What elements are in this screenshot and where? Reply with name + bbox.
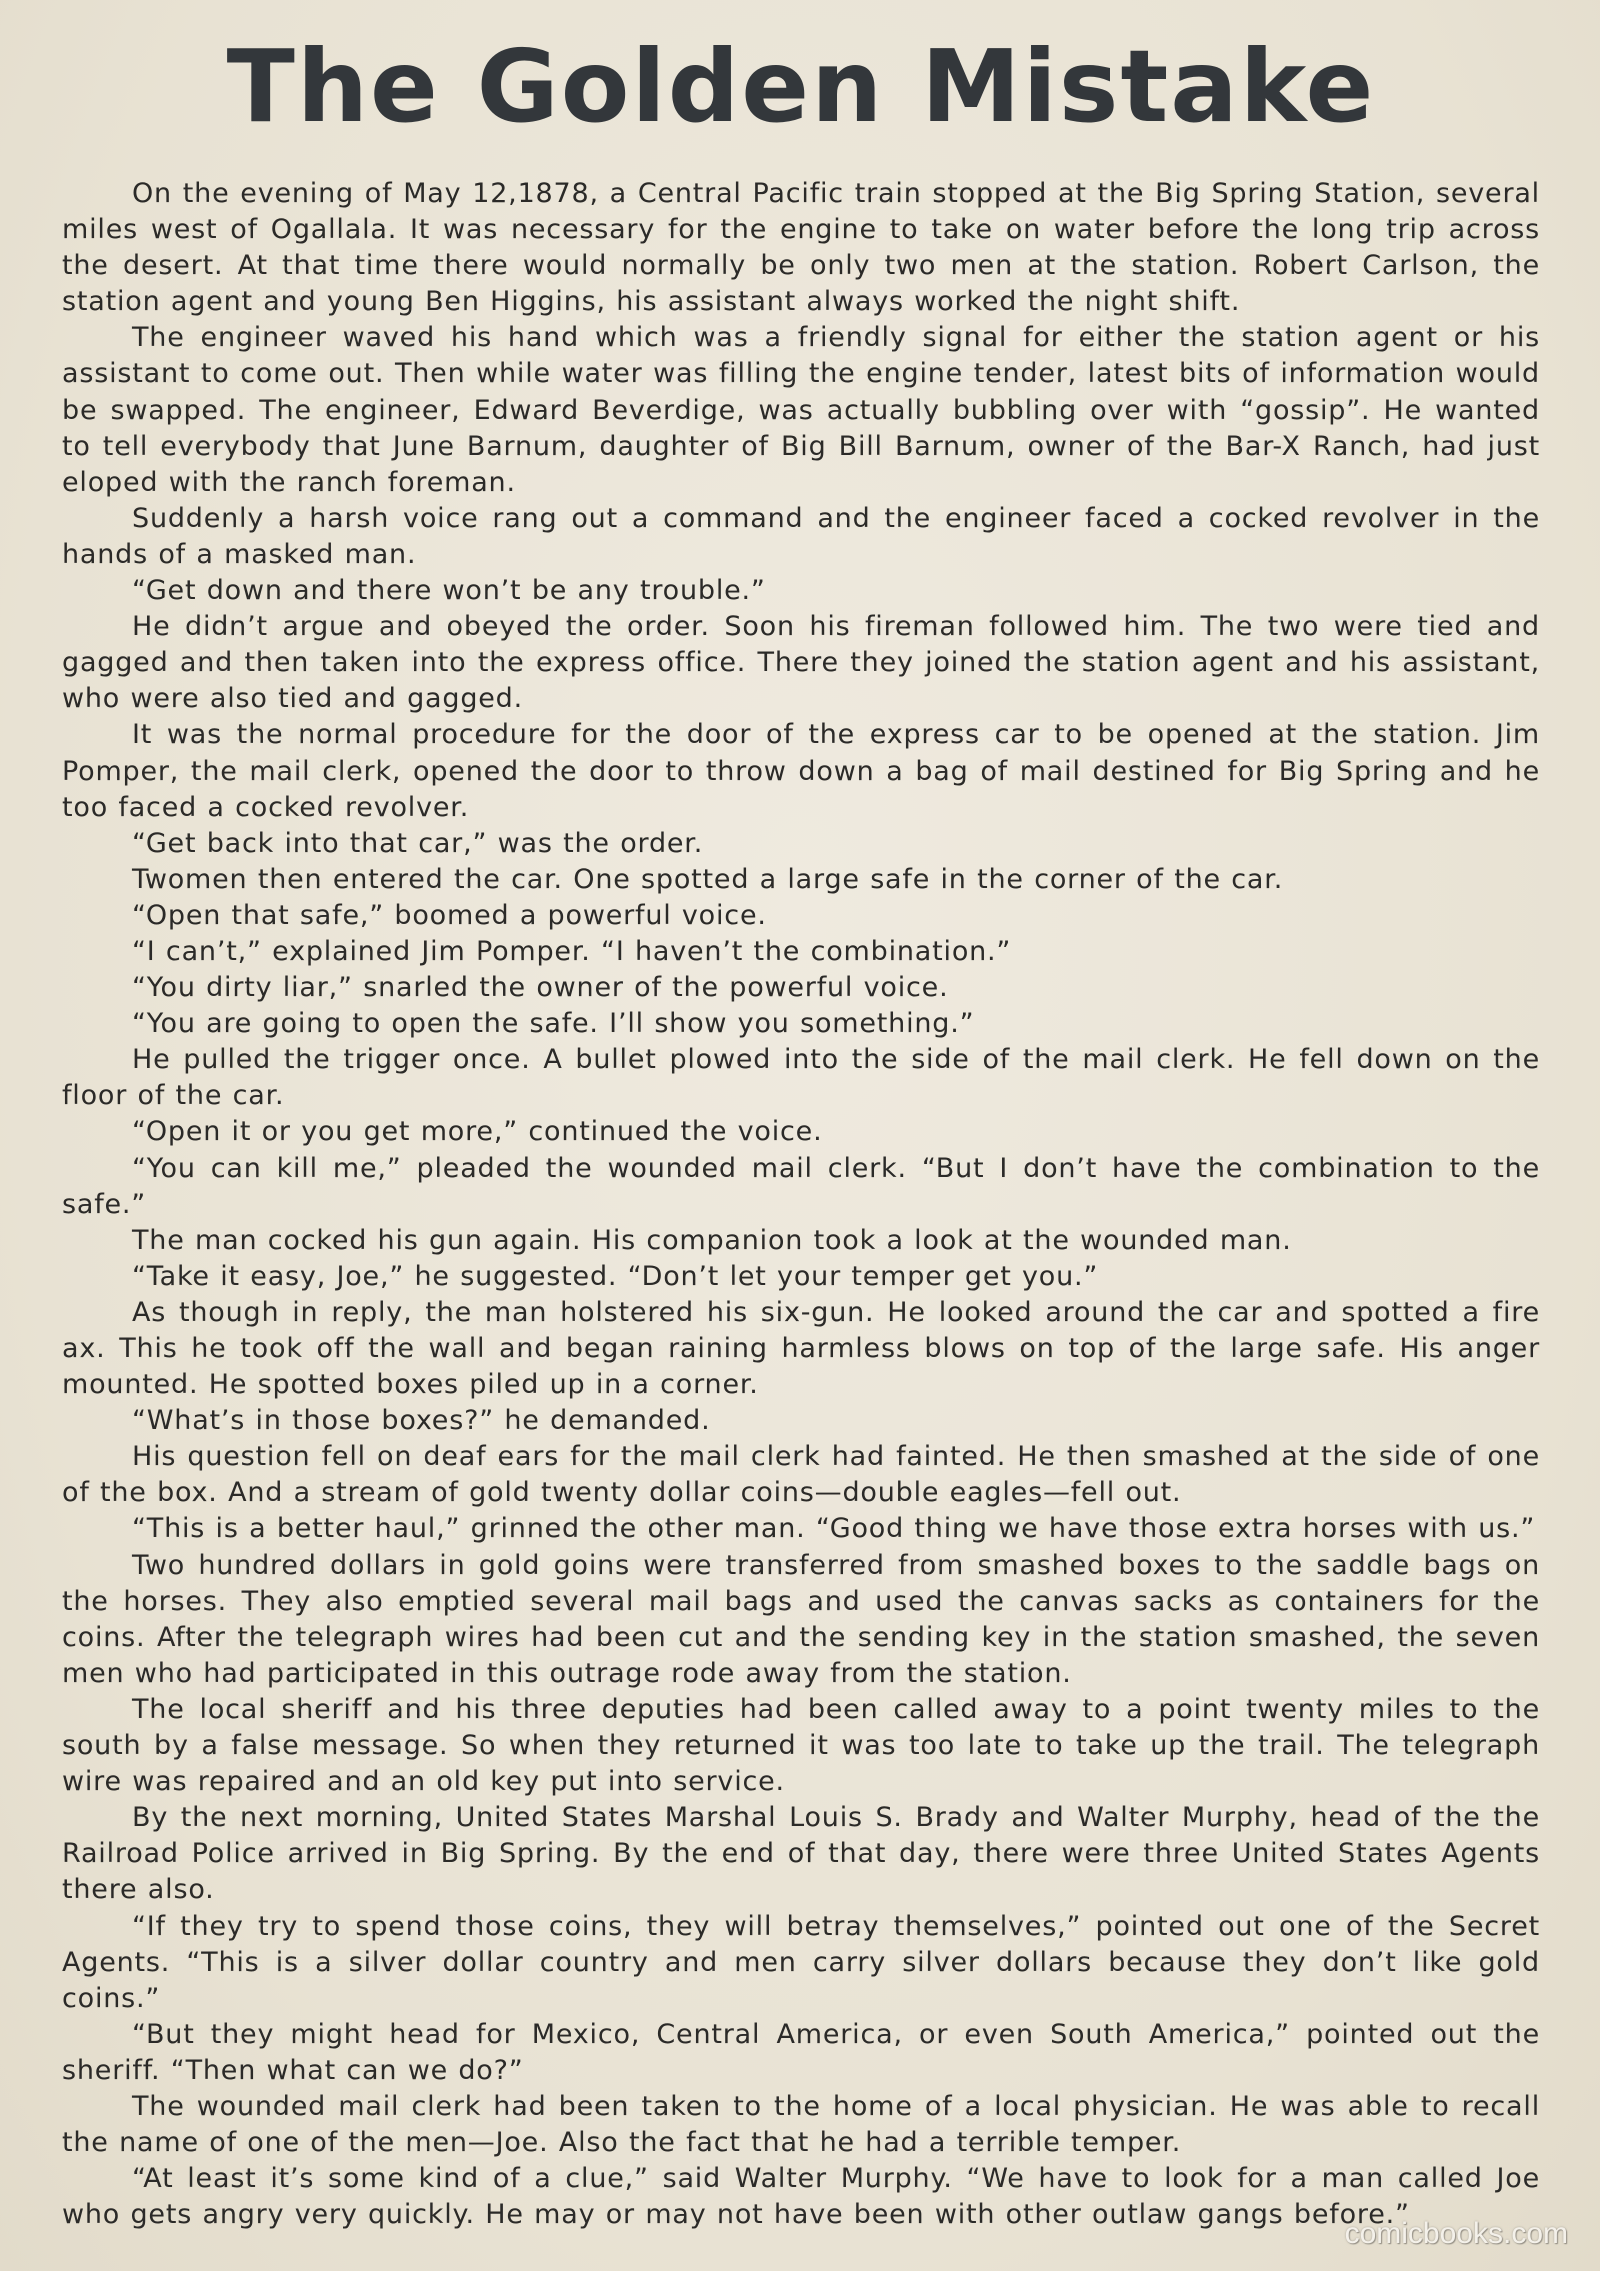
paragraph: “Open that safe,” boomed a powerful voice.	[132, 899, 767, 931]
paragraph: As though in reply, the man holstered his six-gun. He looked around the car and spotted a fire ax. This he took off the wall and began raining harmless blows on top of the large safe. His anger mounted. He spotted boxes piled up in a corner.	[62, 1296, 1540, 1401]
paragraph: “Take it easy, Joe,” he suggested. “Don’t let your temper get you.”	[132, 1260, 1099, 1292]
paragraph: “But they might head for Mexico, Central America, or even South America,” pointed out the sheriff. “Then what can we do?”	[62, 2018, 1540, 2086]
paragraph: It was the normal procedure for the door of the express car to be opened at the station. Jim Pomper, the mail clerk, opened the door to throw down a bag of mail destined for Big Spring and he too faced a cocked revolver.	[62, 719, 1540, 823]
story-body	[62, 176, 1540, 2233]
paragraph: His question fell on deaf ears for the mail clerk had fainted. He then smashed at the side of one of the box. And a stream of gold twenty dollar coins—double eagles—fell out.	[62, 1441, 1540, 1509]
paragraph: The local sheriff and his three deputies had been called away to a point twenty miles to the south by a false message. So when they returned it was too late to take up the trail. The telegraph wire was repaired and an old key put into service.	[62, 1693, 1540, 1798]
paragraph: Suddenly a harsh voice rang out a command and the engineer faced a cocked revolver in the hands of a masked man.	[62, 502, 1540, 570]
story-title: The Golden Mistake	[226, 28, 1376, 145]
paragraph: He didn’t argue and obeyed the order. Soon his fireman followed him. The two were tied and gagged and then taken into the express office. There they joined the station agent and his assistant, who were also tied and gagged.	[62, 611, 1540, 715]
paragraph: “Get back into that car,” was the order.	[132, 827, 704, 859]
paragraph: He pulled the trigger once. A bullet plowed into the side of the mail clerk. He fell down on the floor of the car.	[62, 1044, 1540, 1112]
paragraph: Twomen then entered the car. One spotted a large safe in the corner of the car.	[132, 863, 1284, 895]
paragraph: “I can’t,” explained Jim Pomper. “I haven’t the combination.”	[132, 935, 1012, 967]
story-page	[62, 0, 1540, 2233]
site-watermark: comicbooks.com	[1344, 2217, 1568, 2250]
paragraph: On the evening of May 12,1878, a Central Pacific train stopped at the Big Spring Station, several miles west of Ogallala. It was necessary for the engine to take on water before the long trip across the desert. At that time there would normally be only two men at the station. Robert Carlson, the station agent and young Ben Higgins, his assistant always worked the night shift.	[62, 178, 1540, 318]
paragraph: “At least it’s some kind of a clue,” said Walter Murphy. “We have to look for a man called Joe who gets angry very quickly. He may or may not have been with other outlaw gangs before.”	[62, 2163, 1540, 2231]
paragraph: By the next morning, United States Marshal Louis S. Brady and Walter Murphy, head of the the Railroad Police arrived in Big Spring. By the end of that day, there were three United States Agents there also.	[62, 1802, 1540, 1906]
paragraph: “This is a better haul,” grinned the other man. “Good thing we have those extra horses with us.”	[132, 1513, 1536, 1545]
paragraph: “What’s in those boxes?” he demanded.	[132, 1405, 711, 1437]
paragraph: The man cocked his gun again. His companion took a look at the wounded man.	[132, 1224, 1292, 1256]
paragraph: Two hundred dollars in gold goins were transferred from smashed boxes to the saddle bags on the horses. They also emptied several mail bags and used the canvas sacks as containers for the coins. After the telegraph wires had been cut and the sending key in the station smashed, the seven men who had participated in this outrage rode away from the station.	[62, 1549, 1540, 1689]
paragraph: “You are going to open the safe. I’ll show you something.”	[132, 1008, 975, 1040]
paragraph: “Get down and there won’t be any trouble.”	[132, 575, 766, 607]
paragraph: “If they try to spend those coins, they will betray themselves,” pointed out one of the Secret Agents. “This is a silver dollar country and men carry silver dollars because they don’t like gold coins.”	[62, 1910, 1540, 2014]
paragraph: The wounded mail clerk had been taken to the home of a local physician. He was able to recall the name of one of the men—Joe. Also the fact that he had a terrible temper.	[62, 2090, 1540, 2159]
paragraph: “You can kill me,” pleaded the wounded mail clerk. “But I don’t have the combination to the safe.”	[62, 1152, 1540, 1220]
paragraph: “You dirty liar,” snarled the owner of the powerful voice.	[132, 972, 949, 1004]
paragraph: “Open it or you get more,” continued the voice.	[132, 1116, 823, 1148]
paragraph: The engineer waved his hand which was a friendly signal for either the station agent or his assistant to come out. Then while water was filling the engine tender, latest bits of information would be swapped. The engineer, Edward Beverdige, was actually bubbling over with “gossip”. He wanted to tell everybody that June Barnum, daughter of Big Bill Barnum, owner of the Bar-X Ranch, had just eloped with the ranch foreman.	[62, 322, 1540, 498]
